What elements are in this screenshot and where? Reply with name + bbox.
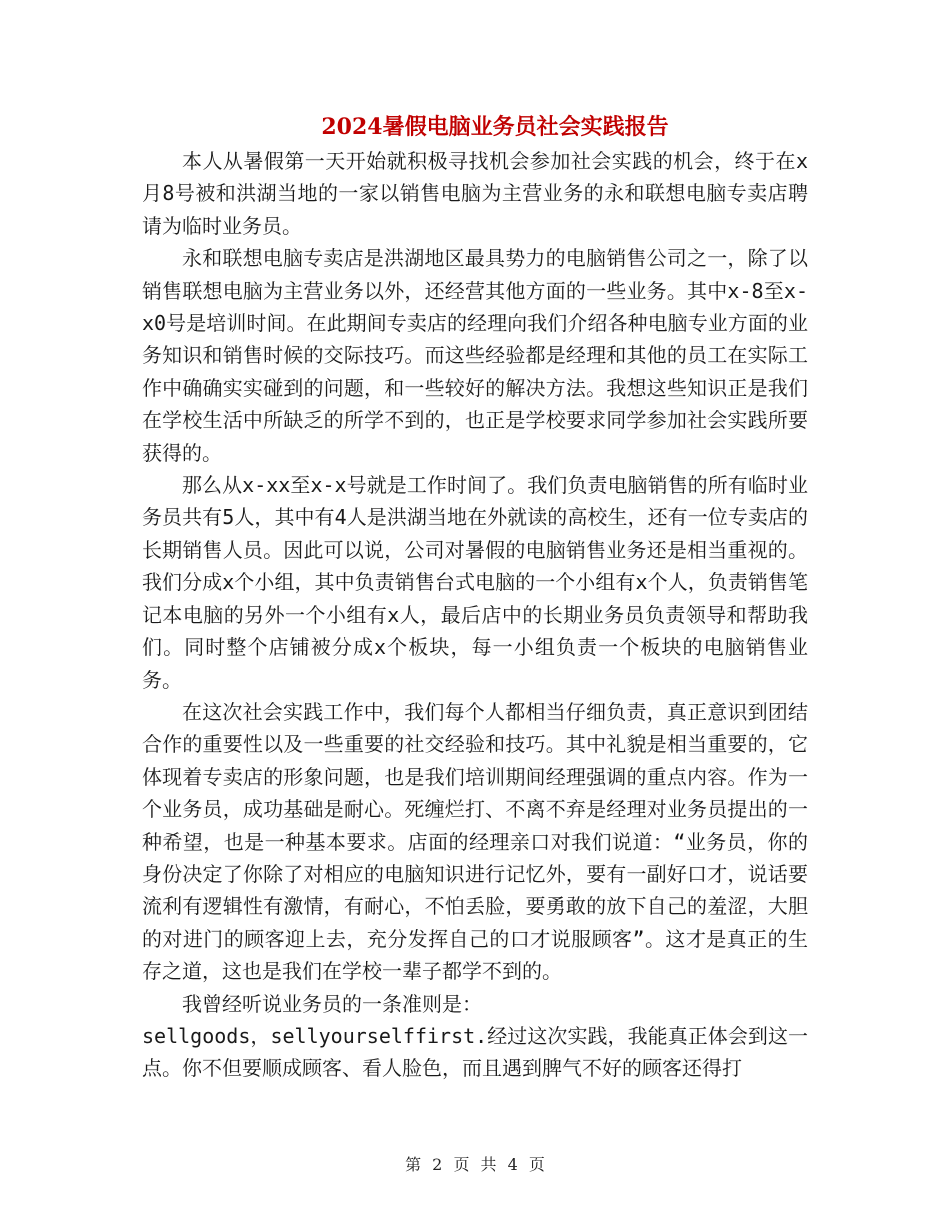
- paragraph: 那么从x-xx至x-x号就是工作时间了。我们负责电脑销售的所有临时业务员共有5人，其中有4人是洪湖当地在外就读的高校生，还有一位专卖店的长期销售人员。因此可以说，公司对暑假的电脑销售业务还是相当重视的。我们分成x个小组，其中负责销售台式电脑的一个小组有x个人，负责销售笔记本电脑的另外一个小组有x人，最后店中的长期业务员负责领导和帮助我们。同时整个店铺被分成x个板块，每一小组负责一个板块的电脑销售业务。: [142, 473, 808, 692]
- document-title: 2024暑假电脑业务员社会实践报告: [321, 114, 669, 140]
- paragraph: 本人从暑假第一天开始就积极寻找机会参加社会实践的机会，终于在x月8号被和洪湖当地的一家以销售电脑为主营业务的永和联想电脑专卖店聘请为临时业务员。: [142, 149, 808, 238]
- paragraph: 在这次社会实践工作中，我们每个人都相当仔细负责，真正意识到团结合作的重要性以及一些重要的社交经验和技巧。其中礼貌是相当重要的，它体现着专卖店的形象问题，也是我们培训期间经理强调的重点内容。作为一个业务员，成功基础是耐心。死缠烂打、不离不弃是经理对业务员提出的一种希望，也是一种基本要求。店面的经理亲口对我们说道：“业务员，你的身份决定了你除了对相应的电脑知识进行记忆外，要有一副好口才，说话要流利有逻辑性有激情，有耐心，不怕丢脸，要勇敢的放下自己的羞涩，大胆的对进门的顾客迎上去，充分发挥自己的口才说服顾客”。这才是真正的生存之道，这也是我们在学校一辈子都学不到的。: [142, 699, 808, 984]
- paragraph: 我曾经听说业务员的一条准则是：: [182, 991, 482, 1016]
- page-footer: 第 2 页 共 4 页: [405, 1155, 545, 1174]
- document-body: [142, 145, 808, 1085]
- paragraph: 永和联想电脑专卖店是洪湖地区最具势力的电脑销售公司之一，除了以销售联想电脑为主营业务以外，还经营其他方面的一些业务。其中x-8至x-x0号是培训时间。在此期间专卖店的经理向我们介绍各种电脑专业方面的业务知识和销售时候的交际技巧。而这些经验都是经理和其他的员工在实际工作中确确实实碰到的问题，和一些较好的解决方法。我想这些知识正是我们在学校生活中所缺乏的所学不到的，也正是学校要求同学参加社会实践所要获得的。: [142, 246, 808, 465]
- paragraph: sellgoods，sellyourselffirst.经过这次实践，我能真正体会到这一点。你不但要顺成顾客、看人脸色，而且遇到脾气不好的顾客还得打: [142, 1023, 808, 1081]
